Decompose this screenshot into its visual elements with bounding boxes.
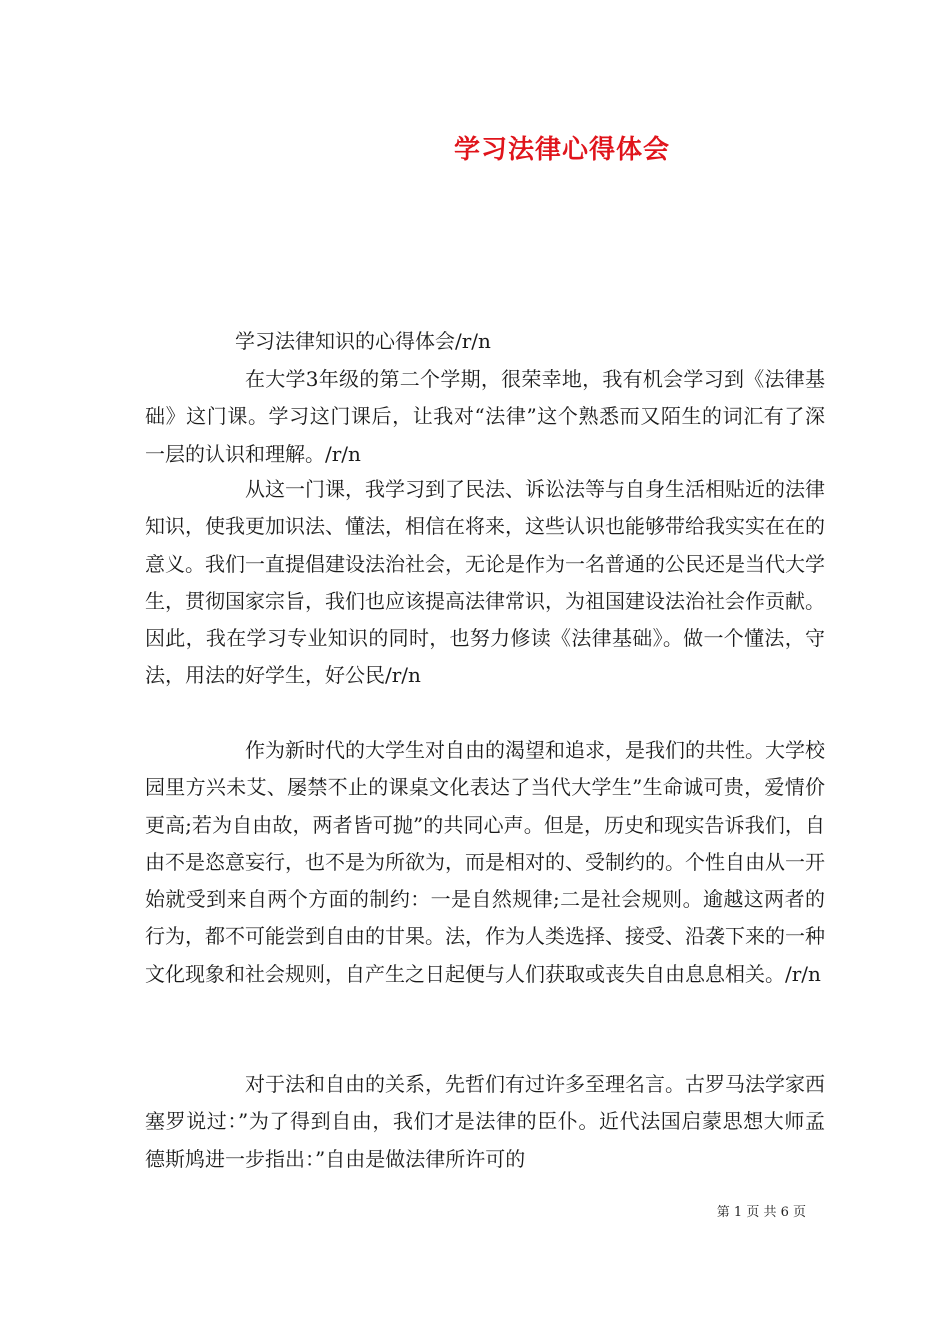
page-number-footer: 第 1 页 共 6 页 [716, 1205, 806, 1220]
paragraph: 作为新时代的大学生对自由的渴望和追求，是我们的共性。大学校园里方兴未艾、屡禁不止的课桌文化表达了当代大学生”生命诚可贵，爱情价更高;若为自由故，两者皆可抛”的共同心声。但是，历史和现实告诉我们，自由不是恣意妄行，也不是为所欲为，而是相对的、受制约的。个性自由从一开始就受到来自两个方面的制约：一是自然规律;二是社会规则。逾越这两者的行为，都不可能尝到自由的甘果。法，作为人类选择、接受、沿袭下来的一种文化现象和社会规则，自产生之日起便与人们获取或丧失自由息息相关。/r/n [145, 738, 825, 986]
document-title: 学习法律心得体会 [453, 135, 670, 165]
paragraph: 对于法和自由的关系，先哲们有过许多至理名言。古罗马法学家西塞罗说过：”为了得到自由，我们才是法律的臣仆。近代法国启蒙思想大师孟德斯鸠进一步指出：”自由是做法律所许可的 [145, 1072, 825, 1171]
paragraph: 在大学3年级的第二个学期，很荣幸地，我有机会学习到《法律基础》这门课。学习这门课后，让我对“法律”这个熟悉而又陌生的词汇有了深一层的认识和理解。/r/n [145, 367, 825, 466]
document-subtitle: 学习法律知识的心得体会/r/n [235, 329, 491, 353]
paragraph: 从这一门课，我学习到了民法、诉讼法等与自身生活相贴近的法律知识，使我更加识法、懂法，相信在将来，这些认识也能够带给我实实在在的意义。我们一直提倡建设法治社会，无论是作为一名普通的公民还是当代大学生，贯彻国家宗旨，我们也应该提高法律常识，为祖国建设法治社会作贡献。因此，我在学习专业知识的同时，也努力修读《法律基础》。做一个懂法，守法，用法的好学生，好公民/r/n [145, 477, 825, 688]
